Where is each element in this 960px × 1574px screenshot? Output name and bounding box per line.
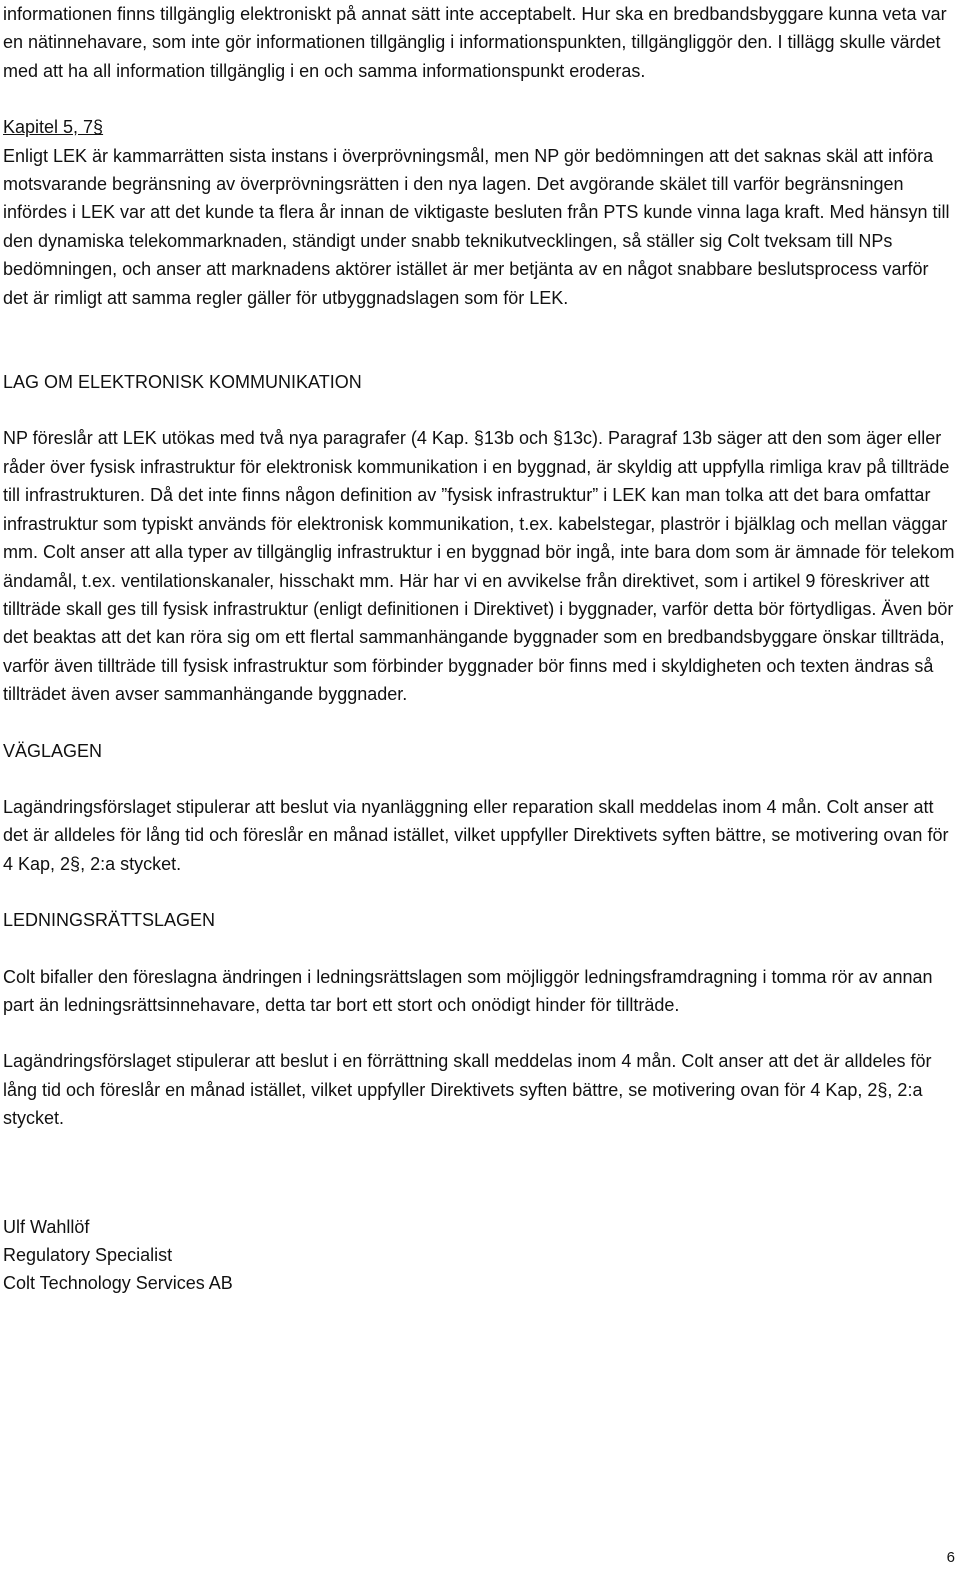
signature-name: Ulf Wahllöf (3, 1216, 90, 1237)
document-page (3, 0, 955, 1298)
lek-heading: LAG OM ELEKTRONISK KOMMUNIKATION (3, 372, 362, 393)
vaglagen-paragraph: Lagändringsförslaget stipulerar att beslut via nyanläggning eller reparation skall meddelas inom 4 mån. Colt anser att det är alldeles för lång tid och föreslår en månad istället, vilket uppfyller Direktivets syften bättre, se motivering ovan för 4 Kap, 2§, 2:a stycket. (3, 796, 949, 874)
signature-title: Regulatory Specialist (3, 1245, 173, 1265)
kapitel-heading: Kapitel 5, 7§ (3, 117, 104, 138)
intro-paragraph: informationen finns tillgänglig elektroniskt på annat sätt inte acceptabelt. Hur ska en bredbandsbyggare kunna veta var en nätinnehavare, som inte gör informationen tillgänglig i informationspunkten, tillgängliggör den. I tillägg skulle värdet med att ha all information tillgänglig i en och samma informationspunkt eroderas. (3, 4, 947, 81)
kapitel-paragraph: Enligt LEK är kammarrätten sista instans i överprövningsmål, men NP gör bedömningen att det saknas skäl att införa motsvarande begränsning av överprövningsrätten i den nya lagen. Det avgörande skälet till varför begränsningen infördes i LEK var att det kunde ta flera år innan de viktigaste besluten från PTS kunde vinna laga kraft. Med hänsyn till den dynamiska telekommarknaden, ständigt under snabb teknikutvecklingen, så ställer sig Colt tveksam till NPs bedömningen, och anser att marknadens aktörer istället är mer betjänta av en något snabbare beslutsprocess varför det är rimligt att samma regler gäller för utbyggnadslagen som för LEK. (3, 145, 950, 308)
lek-paragraph: NP föreslår att LEK utökas med två nya paragrafer (4 Kap. §13b och §13c). Paragraf 13b säger att den som äger eller råder över fysisk infrastruktur för elektronisk kommunikation i en byggnad, är skyldig att uppfylla rimliga krav på tillträde till infrastrukturen. Då det inte finns någon definition av ”fysisk infrastruktur” i LEK kan man tolka att det bara omfattar infrastruktur som typiskt används för elektronisk kommunikation, t.ex. kabelstegar, plaströr i bjälklag och mellan väggar mm. Colt anser att alla typer av tillgänglig infrastruktur i en byggnad bör ingå, inte bara dom som är ämnade för telekom ändamål, t.ex. ventilationskanaler, hisschakt mm. Här har vi en avvikelse från direktivet, som i artikel 9 föreskriver att tillträde skall ges till fysisk infrastruktur (enligt definitionen i Direktivet) i byggnader, varför detta bör förtydligas. Även bör det beaktas att det kan röra sig om ett flertal sammanhängande byggnader som en bredbandsbyggare önskar tillträda, varför även tillträde till fysisk infrastruktur som förbinder byggnader bör finns med i skyldigheten och texten ändras så tillträdet även avser sammanhängande byggnader. (3, 428, 955, 705)
page-number: 6 (946, 1549, 955, 1566)
vaglagen-heading: VÄGLAGEN (3, 740, 103, 761)
signature-company: Colt Technology Services AB (3, 1273, 233, 1294)
ledning-paragraph-2: Lagändringsförslaget stipulerar att beslut i en förrättning skall meddelas inom 4 mån. Colt anser att det är alldeles för lång tid och föreslår en månad istället, vilket uppfyller Direktivets syften bättre, se motivering ovan för 4 Kap, 2§, 2:a stycket. (3, 1051, 932, 1129)
ledning-heading: LEDNINGSRÄTTSLAGEN (3, 910, 216, 931)
signature-block (3, 1213, 955, 1298)
ledning-paragraph-1: Colt bifaller den föreslagna ändringen i ledningsrättslagen som möjliggör ledningsframdragning i tomma rör av annan part än ledningsrättsinnehavare, detta tar bort ett stort och onödigt hinder för tillträde. (3, 966, 933, 1015)
